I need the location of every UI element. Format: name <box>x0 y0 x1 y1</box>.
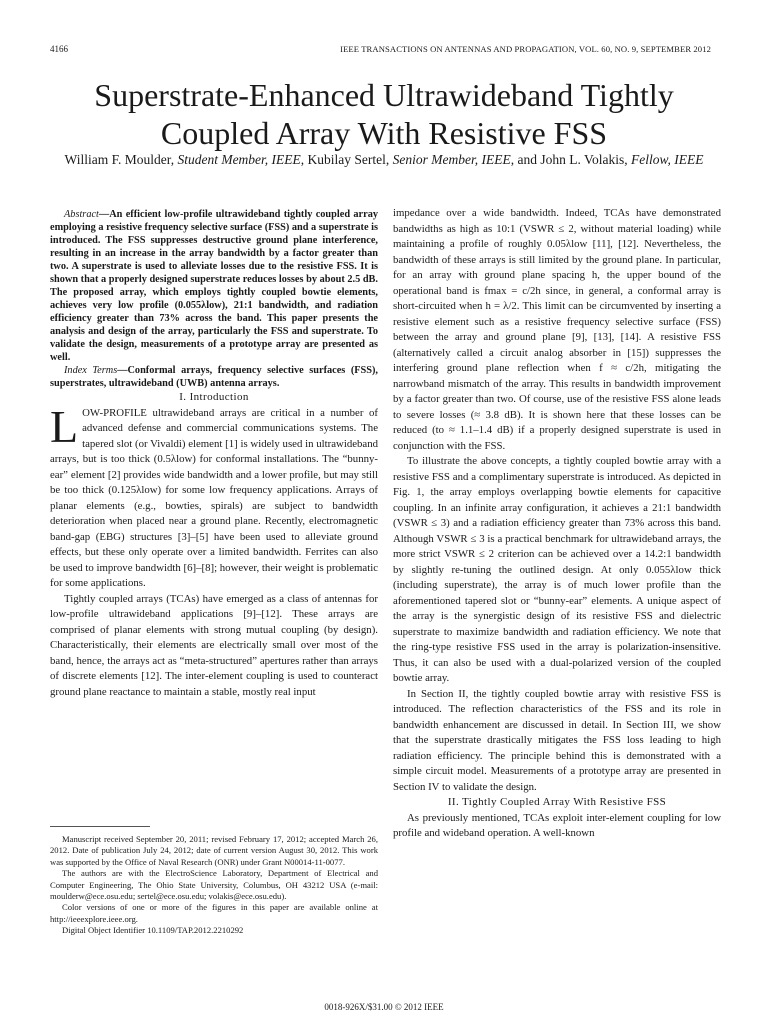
author-3-role: Fellow, IEEE <box>631 152 704 167</box>
page-number: 4166 <box>50 44 68 54</box>
copyright-line: 0018-926X/$31.00 © 2012 IEEE <box>324 1002 444 1012</box>
author-2-name: , Kubilay Sertel, <box>300 152 393 167</box>
author-list <box>40 152 728 168</box>
right-column <box>393 206 721 842</box>
intro-paragraph-1 <box>50 400 378 592</box>
title-line-1: Superstrate-Enhanced Ultrawideband Tightly <box>94 77 674 113</box>
author-2-role: Senior Member, IEEE <box>392 152 511 167</box>
right-paragraph-4: As previously mentioned, TCAs exploit inter-element coupling for low profile and wideband operation. A well-known <box>393 811 721 839</box>
footnote-doi: Digital Object Identifier 10.1109/TAP.2012.2210292 <box>62 925 244 936</box>
left-column <box>50 208 378 700</box>
index-terms-label: Index Terms <box>64 365 118 376</box>
footnotes <box>50 834 378 937</box>
right-paragraph-1: impedance over a wide bandwidth. Indeed, TCAs have demonstrated bandwidths as high as 10:1 (VSWR ≤ 2, without material loading) while maintaining a profile of roughly 0.05λlow [11], [12]. Nevertheless, the bandwidth of these arrays is still limited by the ground plane. In particular, for an array with ground plane spacing h, the upper bound of the operational band is fmax = c/2h since, in general, a conformal array is short-circuited when h = λ/2. This limit can be circumvented by inserting a resistive element such as a resistive frequency selective surface (FSS) between the array and ground plane [9], [13], [14]. A resistive FSS (alternatively called a circuit analog absorber in [15]) suppresses the interfering ground plane reflection when f ≈ c/2h, mitigating the narrowband mismatch of the array. This results in bandwidth improvement by a factor greater than two. Of course, use of the resistive FSS alone leads to severe losses (≈ 3.8 dB). It is shown here that these losses can be reduced (to ≈ 1.1–1.4 dB) if a properly designed superstrate is used in conjunction with the FSS. <box>393 207 721 452</box>
right-paragraph-2: To illustrate the above concepts, a tightly coupled bowtie array with a resistive FSS and a complimentary superstrate is introduced. As depicted in Fig. 1, the array employs overlapping bowtie elements for capacitive coupling. In an infinite array configuration, it achieves a 21:1 bandwidth (VSWR ≤ 3) and a radiation efficiency greater than 73% across this band. Although VSWR ≤ 3 is a practical benchmark for ultrawideband arrays, the more strict VSWR ≤ 2 criterion can be achieved over a 14.2:1 bandwidth by slightly re-tuning the outlined design. At only 0.055λlow thick (including superstrate), the array is of much lower profile than the aforementioned tapered slot or “bunny-ear” elements. A unique aspect of the array is the synergistic design of its resistive FSS and dielectric superstrate to maximize bandwidth and radiation efficiency. We note that the ring-type resistive FSS used in the array is polarization-insensitive. Thus, it can also be used with a dual-polarized version of the coupled bowtie array. <box>393 455 721 684</box>
right-paragraph-3: In Section II, the tightly coupled bowtie array with resistive FSS is introduced. The reflection characteristics of the FSS and its role in bandwidth enhancement are discussed in detail. In Section III, we show that the superstrate drastically mitigates the FSS loss leading to high radiation efficiency. The principle behind this is demonstrated with a simple circuit model. Measurements of a prototype array are presented in Section IV to validate the design. <box>393 687 721 793</box>
abstract-label: Abstract <box>64 209 99 220</box>
index-terms: Index Terms—Conformal arrays, frequency selective surfaces (FSS), superstrates, ultrawideband (UWB) antenna arrays. <box>50 365 378 389</box>
intro-paragraph-2: Tightly coupled arrays (TCAs) have emerged as a class of antennas for low-profile ultrawideband applications [9]–[12]. These arrays are comprised of planar elements with strong mutual coupling (by design). Characteristically, their elements are electrically small over most of the band, hence, the arrays act as “meta-structured” apertures rather than arrays of discrete elements [12]. The inter-element coupling is used to counteract ground plane reactance to maintain a stable, mostly real input <box>50 592 378 698</box>
abstract: Abstract—An efficient low-profile ultrawideband tightly coupled array employing a resistive frequency selective surface (FSS) and a superstrate is introduced. The FSS suppresses destructive ground plane interference, resulting in an increase in the array bandwidth by a factor greater than two. A superstrate is used to alleviate losses due to the resistive FSS. It is shown that a properly designed superstrate reduces losses by about 2.5 dB. The proposed array, which employs tightly coupled bowtie elements, achieves very low profile (0.055λlow), 21:1 bandwidth, and radiation efficiency greater than 73% across the band. This paper presents the analysis and design of the array, particularly the FSS and superstrate. To validate the design, measurements of a prototype array are presented as well. <box>50 209 378 363</box>
footnote-manuscript: Manuscript received September 20, 2011; revised February 17, 2012; accepted March 26, 2012. Date of publication July 24, 2012; date of current version August 30, 2012. This work was supported by the Office of Naval Research (ONR) under Grant N00014-11-0077. <box>50 834 378 867</box>
footnote-color: Color versions of one or more of the figures in this paper are available online at http://ieeexplore.ieee.org. <box>50 902 378 924</box>
author-1-name: William F. Moulder, <box>64 152 178 167</box>
title-line-2: Coupled Array With Resistive FSS <box>160 115 608 151</box>
drop-cap: L <box>50 400 79 452</box>
section-1-heading: I. Introduction <box>179 391 249 403</box>
abstract-text: An efficient low-profile ultrawideband tightly coupled array employing a resistive frequency selective surface (FSS) and a superstrate is introduced. The FSS suppresses destructive ground plane interference, resulting in an increase in the array bandwidth by a factor greater than two. A superstrate is used to alleviate losses due to the resistive FSS. It is shown that a properly designed superstrate reduces losses by about 2.5 dB. The proposed array, which employs tightly coupled bowtie elements, achieves very low profile (0.055λlow), 21:1 bandwidth, and radiation efficiency greater than 73% across the band. This paper presents the analysis and design of the array, particularly the FSS and superstrate. To validate the design, measurements of a prototype array are presented as well. <box>50 209 378 363</box>
section-2-heading: II. Tightly Coupled Array With Resistive FSS <box>447 796 667 808</box>
index-terms-text: Conformal arrays, frequency selective surfaces (FSS), superstrates, ultrawideband (UWB) antenna arrays. <box>50 365 378 389</box>
intro-paragraph-1-text: OW-PROFILE ultrawideband arrays are critical in a number of advanced defense and commercial communications systems. The tapered slot (or Vivaldi) element [1] is widely used in ultrawideband arrays, but is too thick (0.5λlow) for conformal installations. The “bunny-ear” element [2] provides wide bandwidth and a lower profile, but may still be too thick (0.125λlow) for some low frequency applications. Arrays of planar elements (e.g., bowties, spirals) are subject to bandwidth deterioration when placed near a ground plane. Recently, electromagnetic band-gap (EBG) structures [3]–[5] have been used to alleviate ground effects, but these only operate over a limited bandwidth. Ferrites can also be used to improve bandwidth [6]–[8]; however, their weight is problematic for some applications. <box>50 406 378 589</box>
footnote-affiliation: The authors are with the ElectroScience Laboratory, Department of Electrical and Computer Engineering, The Ohio State University, Columbus, OH 43212 USA (e-mail: moulderw@ece.osu.edu; sertel@ece.osu.edu; volakis@ece.osu.edu). <box>50 868 378 902</box>
author-3-name: , and John L. Volakis, <box>510 152 632 167</box>
footnote-divider <box>50 826 150 827</box>
paper-title <box>40 76 728 152</box>
author-1-role: Student Member, IEEE <box>177 152 301 167</box>
running-head: IEEE TRANSACTIONS ON ANTENNAS AND PROPAGATION, VOL. 60, NO. 9, SEPTEMBER 2012 <box>340 44 711 54</box>
